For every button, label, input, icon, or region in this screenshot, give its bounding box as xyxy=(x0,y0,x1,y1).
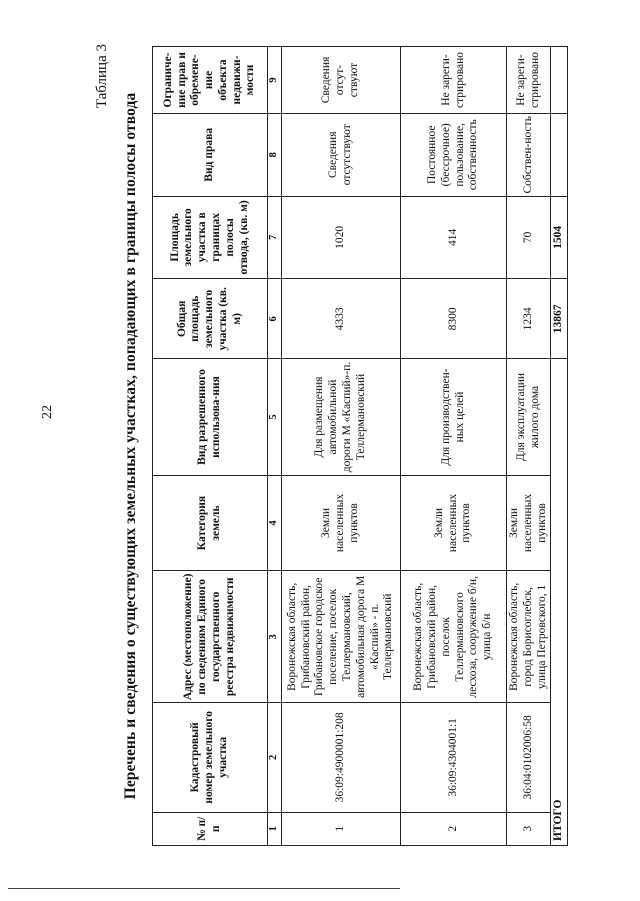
header-cell: Кадастровый номер земельного участка xyxy=(153,703,268,812)
row-number: 3 xyxy=(507,812,551,845)
column-number: 4 xyxy=(268,475,282,571)
restriction: Не зареги-стрировано xyxy=(507,47,551,114)
column-number: 2 xyxy=(268,703,282,812)
total-area: 4333 xyxy=(282,279,401,359)
right-type: Постоянное (бессрочное) пользование, собственность xyxy=(401,113,507,196)
empty-cell xyxy=(551,47,568,114)
strip-area: 70 xyxy=(507,196,551,279)
table-row xyxy=(282,47,401,846)
cadastral-number: 36:09:4900001:208 xyxy=(282,703,401,812)
footer-divider xyxy=(8,888,400,889)
header-cell: Вид права xyxy=(153,113,268,196)
column-number: 8 xyxy=(268,113,282,196)
column-number: 7 xyxy=(268,196,282,279)
column-number: 6 xyxy=(268,279,282,359)
strip-area: 414 xyxy=(401,196,507,279)
permitted-use: Для производствен-ных целей xyxy=(401,359,507,475)
header-cell: Ограниче-ние прав и обремене-ние объекта недвижи-мости xyxy=(153,47,268,114)
land-plots-table xyxy=(152,46,568,846)
strip-area-sum: 1504 xyxy=(551,196,568,279)
right-type: Сведения отсутствуют xyxy=(282,113,401,196)
restriction: Не зареги-стрировано xyxy=(401,47,507,114)
address: Воронежская область, Грибановский район, поселок Теллермановского лесхоза, сооружение б/н, улица б/н xyxy=(401,571,507,703)
total-area: 8300 xyxy=(401,279,507,359)
table-row xyxy=(507,47,551,846)
empty-cell xyxy=(551,113,568,196)
strip-area: 1020 xyxy=(282,196,401,279)
header-cell: Категория земель xyxy=(153,475,268,571)
cadastral-number: 36:04:0102006:58 xyxy=(507,703,551,812)
header-cell: Адрес (местоположение) по сведениям Единого государственного реестра недвижимости xyxy=(153,571,268,703)
permitted-use: Для эксплуатации жилого дома xyxy=(507,359,551,475)
land-category: Земли населенных пунктов xyxy=(401,475,507,571)
header-cell: Площадь земельного участка в границах полосы отвода, (кв. м) xyxy=(153,196,268,279)
land-category: Земли населенных пунктов xyxy=(507,475,551,571)
column-number: 9 xyxy=(268,47,282,114)
table-label: Таблица 3 xyxy=(94,44,110,109)
cadastral-number: 36:09:4304001:1 xyxy=(401,703,507,812)
column-number: 5 xyxy=(268,359,282,475)
header-cell: № п/п xyxy=(153,812,268,845)
address: Воронежская область, город Борисоглебск, улица Петровского, 1 xyxy=(507,571,551,703)
row-number: 1 xyxy=(282,812,401,845)
column-number: 1 xyxy=(268,812,282,845)
total-label: ИТОГО xyxy=(551,359,568,846)
table-header-row xyxy=(153,47,268,846)
header-cell: Вид разрешенного использова-ния xyxy=(153,359,268,475)
table-row xyxy=(401,47,507,846)
address: Воронежская область, Грибановский район, Грибановское городское поселение, поселок Теллермановский, автомобильная дорога М «Каспий» - п. Теллермановский xyxy=(282,571,401,703)
column-number: 3 xyxy=(268,571,282,703)
page-number: 22 xyxy=(40,405,55,419)
total-area-sum: 13867 xyxy=(551,279,568,359)
right-type: Собствен-ность xyxy=(507,113,551,196)
header-cell: Общая площадь земельного участка (кв. м) xyxy=(153,279,268,359)
rotated-page-content xyxy=(78,44,565,846)
row-number: 2 xyxy=(401,812,507,845)
permitted-use: Для размещения автомобильной дороги М «Каспий»-п. Теллермановский xyxy=(282,359,401,475)
column-number-row xyxy=(268,47,282,846)
land-category: Земли населенных пунктов xyxy=(282,475,401,571)
document-title: Перечень и сведения о существующих земельных участках, попадающих в границы полосы отвода xyxy=(122,92,139,800)
total-row xyxy=(551,47,568,846)
restriction: Сведения отсут-ствуют xyxy=(282,47,401,114)
total-area: 1234 xyxy=(507,279,551,359)
